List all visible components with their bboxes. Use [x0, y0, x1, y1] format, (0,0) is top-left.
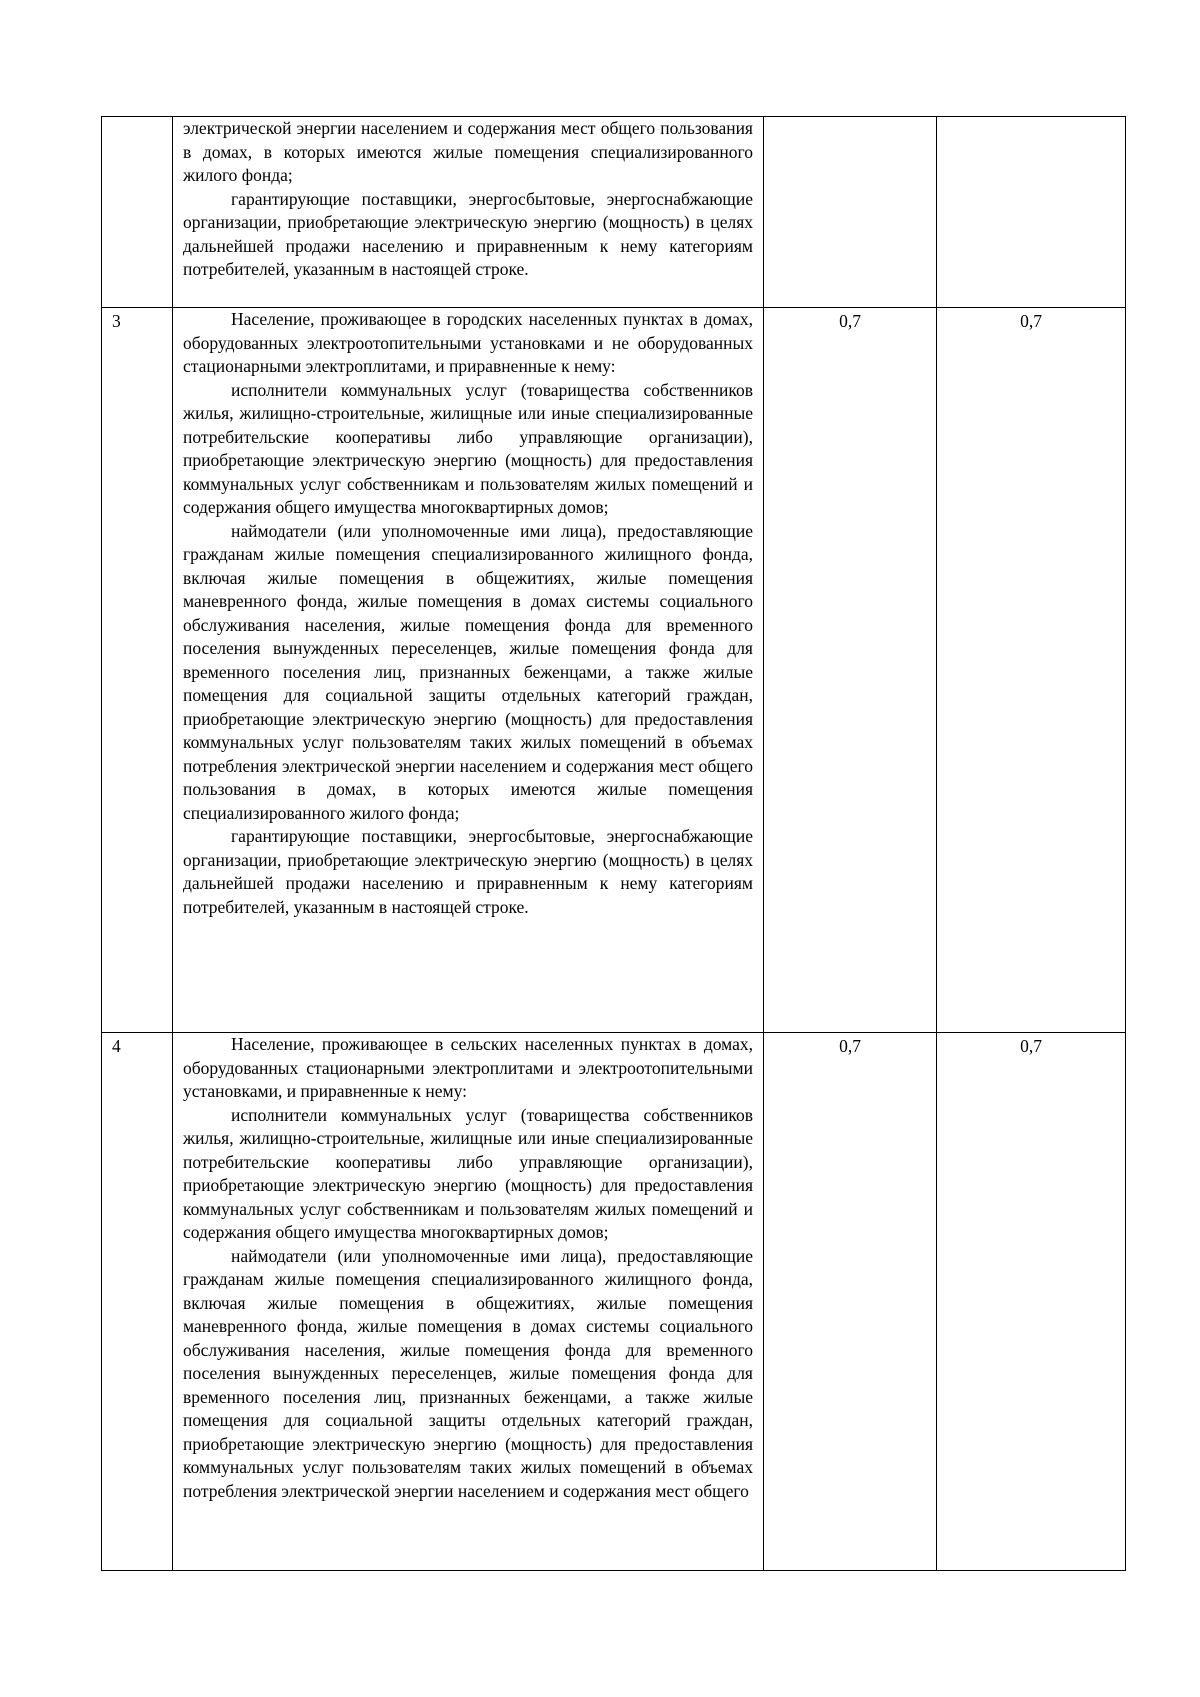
row-value-2: 0,7	[937, 308, 1126, 1033]
paragraph: Население, проживающее в сельских населенных пунктах в домах, оборудованных стационарными электроплитами и электроотопительными установками, и приравненные к нему:	[183, 1034, 753, 1101]
row-value-2	[937, 117, 1126, 308]
paragraph: гарантирующие поставщики, энергосбытовые, энергоснабжающие организации, приобретающие электрическую энергию (мощность) в целях дальнейшей продажи населению и приравненным к нему категориям потребителей, указанным в настоящей строке.	[183, 826, 753, 917]
row-number: 4	[102, 1033, 173, 1571]
row-description	[173, 117, 764, 308]
row-number: 3	[102, 308, 173, 1033]
table-row	[102, 117, 1126, 308]
paragraph: исполнители коммунальных услуг (товарищества собственников жилья, жилищно-строительные, жилищные или иные специализированные потребительские кооперативы либо управляющие организации), приобретающие электрическую энергию (мощность) для предоставления коммунальных услуг собственникам и пользователям жилых помещений и содержания общего имущества многоквартирных домов;	[183, 379, 753, 517]
row-description	[173, 308, 764, 1033]
paragraph: исполнители коммунальных услуг (товарищества собственников жилья, жилищно-строительные, жилищные или иные специализированные потребительские кооперативы либо управляющие организации), приобретающие электрическую энергию (мощность) для предоставления коммунальных услуг собственникам и пользователям жилых помещений и содержания общего имущества многоквартирных домов;	[183, 1104, 753, 1242]
paragraph: электрической энергии населением и содержания мест общего пользования в домах, в которых имеются жилые помещения специализированного жилого фонда;	[183, 118, 753, 185]
row-description	[173, 1033, 764, 1571]
paragraph: наймодатели (или уполномоченные ими лица), предоставляющие гражданам жилые помещения специализированного жилищного фонда, включая жилые помещения в общежитиях, жилые помещения маневренного фонда, жилые помещения в домах системы социального обслуживания населения, жилые помещения фонда для временного поселения вынужденных переселенцев, жилые помещения фонда для временного поселения лиц, признанных беженцами, а также жилые помещения для социальной защиты отдельных категорий граждан, приобретающие электрическую энергию (мощность) для предоставления коммунальных услуг пользователям таких жилых помещений в объемах потребления электрической энергии населением и содержания мест общего	[183, 1245, 753, 1501]
paragraph: гарантирующие поставщики, энергосбытовые, энергоснабжающие организации, приобретающие электрическую энергию (мощность) в целях дальнейшей продажи населению и приравненным к нему категориям потребителей, указанным в настоящей строке.	[183, 188, 753, 279]
paragraph: наймодатели (или уполномоченные ими лица), предоставляющие гражданам жилые помещения специализированного жилищного фонда, включая жилые помещения в общежитиях, жилые помещения маневренного фонда, жилые помещения в домах системы социального обслуживания населения, жилые помещения фонда для временного поселения вынужденных переселенцев, жилые помещения фонда для временного поселения лиц, признанных беженцами, а также жилые помещения для социальной защиты отдельных категорий граждан, приобретающие электрическую энергию (мощность) для предоставления коммунальных услуг пользователям таких жилых помещений в объемах потребления электрической энергии населением и содержания мест общего пользования в домах, в которых имеются жилые помещения специализированного жилого фонда;	[183, 520, 753, 823]
row-value-1: 0,7	[764, 1033, 937, 1571]
tariff-table	[101, 116, 1126, 1571]
row-value-1: 0,7	[764, 308, 937, 1033]
table-row	[102, 308, 1126, 1033]
row-value-1	[764, 117, 937, 308]
paragraph: Население, проживающее в городских населенных пунктах в домах, оборудованных электроотопительными установками и не оборудованных стационарными электроплитами, и приравненные к нему:	[183, 309, 753, 376]
table-row	[102, 1033, 1126, 1571]
row-value-2: 0,7	[937, 1033, 1126, 1571]
row-number	[102, 117, 173, 308]
